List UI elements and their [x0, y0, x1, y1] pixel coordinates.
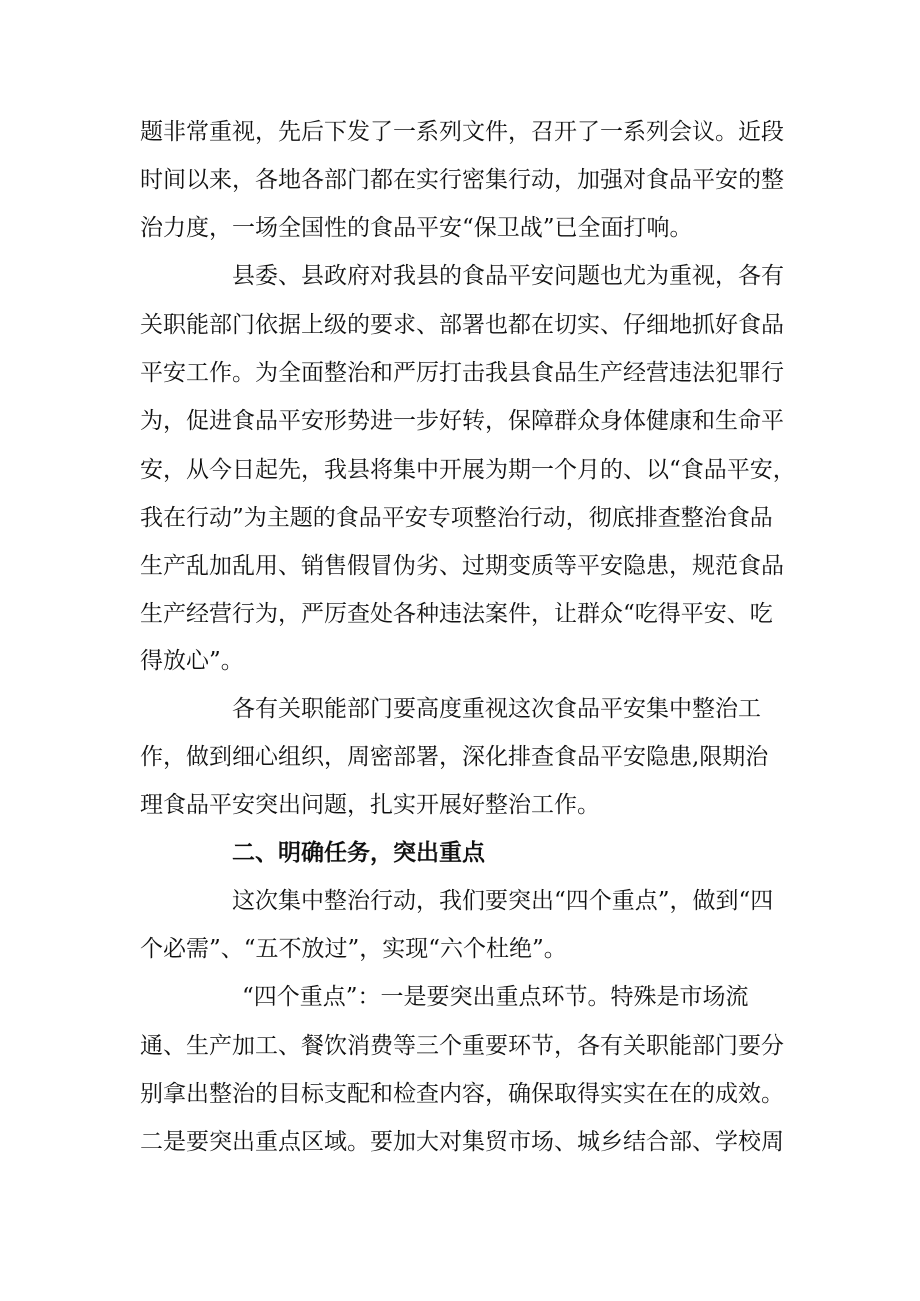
paragraph-line: 这次集中整治行动，我们要突出“四个重点”，做到“四: [232, 888, 774, 914]
paragraph-line: 作，做到细心组织，周密部署，深化排查食品平安隐患,限期治: [140, 744, 769, 770]
paragraph-line: 时间以来，各地各部门都在实行密集行动，加强对食品平安的整: [140, 167, 784, 193]
paragraph-line: 二是要突出重点区域。要加大对集贸市场、城乡结合部、学校周: [140, 1129, 784, 1155]
paragraph-line: 各有关职能部门要高度重视这次食品平安集中整治工: [232, 696, 761, 722]
paragraph-line: 平安工作。为全面整治和严厉打击我县食品生产经营违法犯罪行: [140, 360, 784, 386]
paragraph-line: 安，从今日起先，我县将集中开展为期一个月的、以“食品平安，: [140, 457, 796, 483]
paragraph-line: 治力度，一场全国性的食品平安“保卫战”已全面打响。: [140, 215, 693, 241]
paragraph-line: 县委、县政府对我县的食品平安问题也尤为重视，各有: [232, 263, 784, 289]
paragraph-line: 我在行动”为主题的食品平安专项整治行动，彻底排查整治食品: [140, 505, 773, 531]
paragraph-line: “四个重点”：一是要突出重点环节。特殊是市场流: [242, 984, 749, 1010]
paragraph-line: 通、生产加工、餐饮消费等三个重要环节，各有关职能部门要分: [140, 1033, 784, 1059]
paragraph-line: 个必需”、“五不放过”，实现“六个杜绝”。: [140, 936, 567, 962]
paragraph-line: 得放心”。: [140, 648, 244, 674]
paragraph-line: 题非常重视，先后下发了一系列文件，召开了一系列会议。近段: [140, 119, 784, 145]
paragraph-line: 关职能部门依据上级的要求、部署也都在切实、仔细地抓好食品: [140, 312, 784, 338]
section-heading: 二、明确任务，突出重点: [232, 839, 485, 866]
paragraph-line: 为，促进食品平安形势进一步好转，保障群众身体健康和生命平: [140, 408, 784, 434]
paragraph-line: 生产经营行为，严厉查处各种违法案件，让群众“吃得平安、吃: [140, 601, 773, 627]
paragraph-line: 生产乱加乱用、销售假冒伪劣、过期变质等平安隐患，规范食品: [140, 553, 784, 579]
paragraph-line: 别拿出整治的目标支配和检查内容，确保取得实实在在的成效。: [140, 1081, 784, 1107]
paragraph-line: 理食品平安突出问题，扎实开展好整治工作。: [140, 792, 600, 818]
